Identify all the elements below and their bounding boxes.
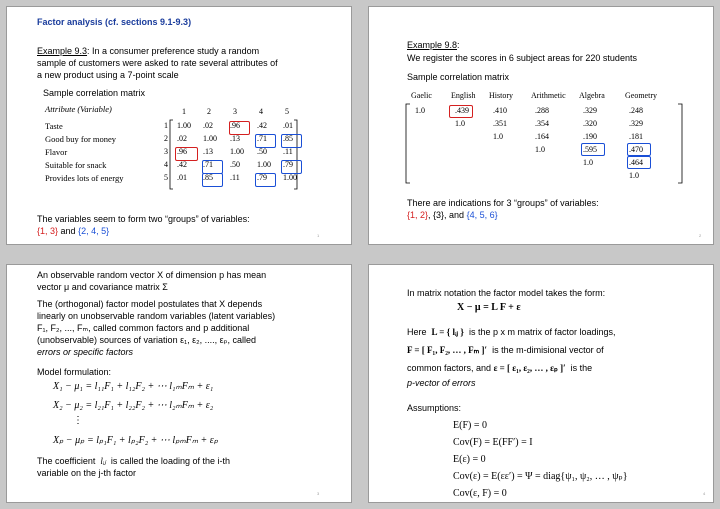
row-label: Flavor: [45, 147, 68, 157]
highlight-box-blue: [581, 143, 605, 156]
matrix-cell: 1.00: [203, 134, 217, 143]
highlight-box-blue: [202, 173, 223, 187]
matrix-cell: .50: [257, 147, 267, 156]
page-number: 1: [317, 233, 320, 238]
model-label: Model formulation:: [37, 367, 112, 377]
groups-line: {1, 2}, {3}, and {4, 5, 6}: [407, 210, 498, 220]
row-index: 3: [164, 147, 168, 156]
row-index: 1: [164, 121, 168, 130]
groups-text: The variables seem to form two “groups” of variables:: [37, 214, 250, 224]
matrix-cell: 1.00: [177, 121, 191, 130]
common-line: common factors, and ε = [ ε₁, ε₂, … , εₚ ]′ is the: [407, 363, 593, 373]
here-line: Here L = { lᵢⱼ } is the p x m matrix of factor loadings,: [407, 327, 616, 337]
matrix-cell: 1.00: [283, 173, 297, 182]
highlight-box-red: [229, 121, 250, 135]
groups-text: There are indications for 3 “groups” of variables:: [407, 198, 599, 208]
text-line: F₁, F₂, ..., Fₘ, called common factors and p additional: [37, 323, 250, 333]
highlight-box-blue: [255, 173, 276, 187]
groups-line: {1, 3} and {2, 4, 5}: [37, 226, 110, 236]
equation-2: X₂ − μ₂ = l₂₁F₁ + l₂₂F₂ + ⋯ l₂ₘFₘ + ε₂: [53, 400, 214, 411]
matrix-cell: .595: [583, 145, 597, 154]
matrix-cell: 1.0: [535, 145, 545, 154]
assumption-3: E(ε) = 0: [453, 454, 486, 465]
row-index: 2: [164, 134, 168, 143]
matrix-cell: .71: [203, 160, 213, 169]
text-line: An observable random vector X of dimension p has mean: [37, 270, 267, 280]
equation-dots: ⋮: [73, 415, 83, 426]
matrix-cell: 1.0: [493, 132, 503, 141]
highlight-box-blue: [202, 160, 223, 174]
matrix-cell: .71: [257, 134, 267, 143]
matrix-cell: .11: [283, 147, 293, 156]
highlight-box-blue: [281, 134, 302, 148]
matrix-cell: .410: [493, 106, 507, 115]
col-head: 3: [233, 107, 237, 116]
matrix-cell: .13: [230, 134, 240, 143]
row-label: Taste: [45, 121, 63, 131]
matrix-cell: 1.00: [230, 147, 244, 156]
matrix-cell: .439: [455, 106, 469, 115]
matrix-cell: .470: [629, 145, 643, 154]
matrix-cell: 1.0: [455, 119, 465, 128]
matrix-cell: .351: [493, 119, 507, 128]
matrix-cell: .248: [629, 106, 643, 115]
matrix-cell: .329: [629, 119, 643, 128]
column-header: Geometry: [625, 91, 657, 100]
matrix-caption: Sample correlation matrix: [43, 88, 146, 98]
assumption-2: Cov(F) = E(FF′) = I: [453, 437, 533, 448]
errors-line: p-vector of errors: [407, 378, 476, 388]
highlight-box-red: [175, 147, 198, 161]
coef-line-2: variable on the j-th factor: [37, 468, 137, 478]
main-equation: X − μ = L F + ε: [457, 302, 521, 313]
matrix-caption: Sample correlation matrix: [407, 72, 510, 82]
column-header: Algebra: [579, 91, 605, 100]
matrix-cell: .288: [535, 106, 549, 115]
page-number: 3: [317, 491, 320, 496]
coef-line: The coefficient lᵢⱼ is called the loading of the i-th: [37, 456, 230, 466]
slide-title: Factor analysis (cf. sections 9.1-9.3): [37, 17, 192, 27]
matrix-cell: .79: [283, 160, 293, 169]
highlight-box-blue: [627, 143, 651, 156]
matrix-cell: .02: [177, 134, 187, 143]
matrix-cell: .464: [629, 158, 643, 167]
assumptions-label: Assumptions:: [407, 403, 462, 413]
text-line: (unobservable) sources of variation ε₁, ε₂, ...., εₚ, called: [37, 335, 257, 345]
matrix-cell: .42: [177, 160, 187, 169]
matrix-cell: .329: [583, 106, 597, 115]
attr-header: Attribute (Variable): [45, 104, 112, 114]
matrix-cell: .96: [177, 147, 187, 156]
matrix-cell: .85: [283, 134, 293, 143]
highlight-box-red: [449, 105, 473, 118]
matrix-cell: .02: [203, 121, 213, 130]
col-head: 5: [285, 107, 289, 116]
slide-4: [368, 264, 714, 503]
matrix-cell: .01: [177, 173, 187, 182]
matrix-cell: .13: [203, 147, 213, 156]
assumption-1: E(F) = 0: [453, 420, 487, 431]
example-line-3: a new product using a 7-point scale: [37, 70, 179, 80]
page-number: 2: [699, 233, 702, 238]
matrix-cell: .50: [230, 160, 240, 169]
example-label: Example 9.8:: [407, 40, 460, 50]
F-def-line: F = [ F₁, F₂, … , Fₘ ]′ is the m-dimisional vector of: [407, 345, 604, 355]
example-line-2: sample of customers were asked to rate several attributes of: [37, 58, 278, 68]
matrix-cell: .42: [257, 121, 267, 130]
matrix-cell: 1.0: [583, 158, 593, 167]
text-line: vector μ and covariance matrix Σ: [37, 282, 168, 292]
row-index: 5: [164, 173, 168, 182]
column-header: Arithmetic: [531, 91, 566, 100]
column-header: English: [451, 91, 476, 100]
row-label: Suitable for snack: [45, 160, 107, 170]
matrix-cell: .164: [535, 132, 549, 141]
page-number: 4: [703, 491, 706, 496]
matrix-cell: 1.00: [257, 160, 271, 169]
highlight-box-blue: [627, 156, 651, 169]
matrix-cell: .85: [203, 173, 213, 182]
matrix-cell: .96: [230, 121, 240, 130]
highlight-box-blue: [281, 160, 302, 174]
example-line-1: Example 9.3: In a consumer preference study a random: [37, 46, 260, 56]
matrix-cell: .320: [583, 119, 597, 128]
matrix-cell: .79: [257, 173, 267, 182]
example-text: We register the scores in 6 subject areas for 220 students: [407, 53, 637, 63]
matrix-cell: .354: [535, 119, 549, 128]
slide-1: [6, 6, 352, 245]
matrix-cell: .01: [283, 121, 293, 130]
matrix-cell: .181: [629, 132, 643, 141]
matrix-cell: 1.0: [629, 171, 639, 180]
column-header: Gaelic: [411, 91, 432, 100]
slide-3: [6, 264, 352, 503]
column-header: History: [489, 91, 513, 100]
matrix-cell: .11: [230, 173, 240, 182]
matrix-cell: .190: [583, 132, 597, 141]
equation-p: Xₚ − μₚ = lₚ₁F₁ + lₚ₂F₂ + ⋯ lₚₘFₘ + εₚ: [53, 435, 219, 446]
text-line: linearly on unobservable random variables (latent variables): [37, 311, 276, 321]
intro-text: In matrix notation the factor model takes the form:: [407, 288, 606, 298]
col-head: 1: [182, 107, 186, 116]
col-head: 4: [259, 107, 263, 116]
matrix-cell: 1.0: [415, 106, 425, 115]
equation-1: X₁ − μ₁ = l₁₁F₁ + l₁₂F₂ + ⋯ l₁ₘFₘ + ε₁: [53, 381, 214, 392]
text-line: The (orthogonal) factor model postulates that X depends: [37, 299, 263, 309]
row-index: 4: [164, 160, 168, 169]
assumption-4: Cov(ε) = E(εε′) = Ψ = diag{ψ₁, ψ₂, … , ψₚ}: [453, 471, 628, 482]
row-label: Good buy for money: [45, 134, 117, 144]
col-head: 2: [207, 107, 211, 116]
slide-2: [368, 6, 714, 245]
highlight-box-blue: [255, 134, 276, 148]
row-label: Provides lots of energy: [45, 173, 124, 183]
text-line: errors or specific factors: [37, 347, 134, 357]
assumption-5: Cov(ε, F) = 0: [453, 488, 507, 499]
